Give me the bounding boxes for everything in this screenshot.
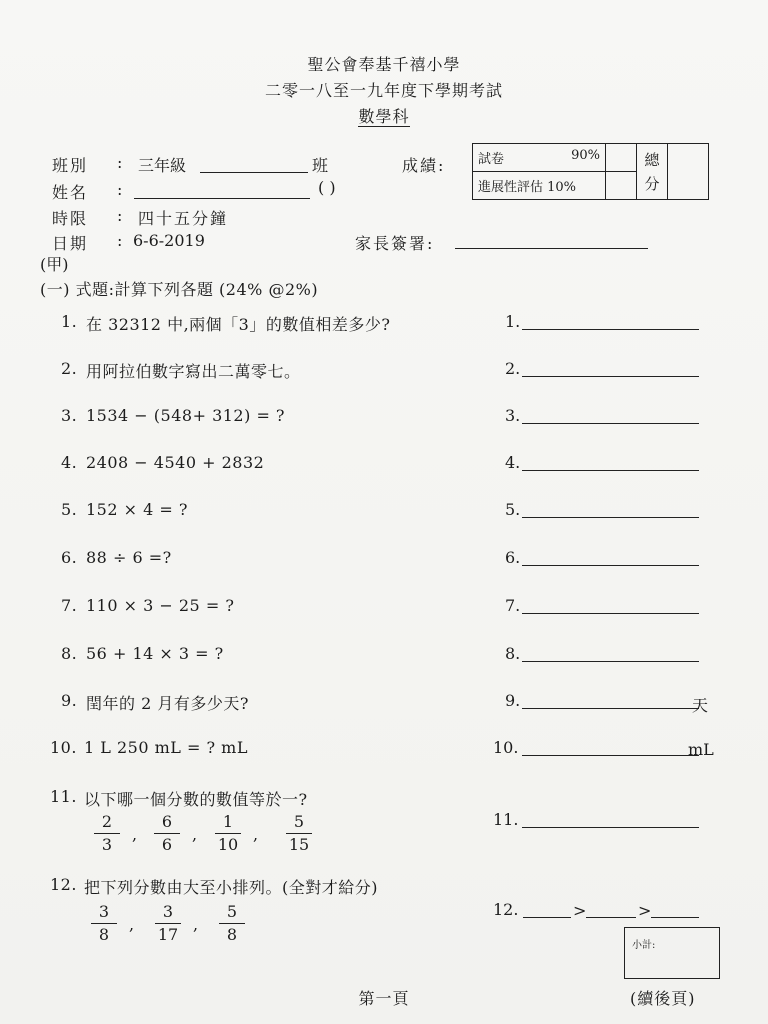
question-text: 2408 − 4540 + 2832: [86, 453, 265, 472]
question-number: 5.: [61, 500, 78, 519]
class-colon: :: [117, 153, 123, 172]
fraction-denominator: 8: [226, 925, 238, 944]
answer-blank[interactable]: [522, 470, 699, 471]
score-table: [472, 143, 709, 200]
question-number: 3.: [61, 406, 78, 425]
fraction-numerator: 6: [161, 812, 173, 831]
question-text: 56 + 14 × 3 = ?: [86, 644, 224, 663]
question-number: 8.: [61, 644, 78, 663]
answer-unit: 天: [692, 696, 709, 715]
name-colon: :: [117, 180, 123, 199]
question-text: 把下列分數由大至小排列。(全對才給分): [84, 878, 378, 897]
answer-number: 1.: [505, 312, 521, 331]
page-number: 第一頁: [358, 989, 410, 1008]
fraction-denominator: 6: [161, 835, 173, 854]
answer-blank[interactable]: [522, 755, 699, 756]
fraction-bar: [154, 833, 180, 834]
parent-sign-blank[interactable]: [455, 248, 648, 249]
answer-number: 12.: [493, 900, 519, 919]
subtotal-box[interactable]: [624, 927, 720, 979]
fraction-bar: [286, 833, 312, 834]
question-text: 1534 − (548+ 312) = ?: [86, 406, 286, 425]
fraction-denominator: 3: [101, 835, 113, 854]
fraction-denominator: 10: [217, 835, 239, 854]
progress-label: 進展性評估 10%: [478, 180, 577, 195]
total-label-cell: [637, 144, 668, 200]
fraction-numerator: 1: [222, 812, 234, 831]
question-number: 10.: [50, 738, 77, 757]
fraction: [213, 812, 243, 855]
fraction-denominator: 8: [98, 925, 110, 944]
question-number: 12.: [50, 875, 77, 894]
fraction-numerator: 3: [98, 902, 110, 921]
school-name: 聖公會奉基千禧小學: [307, 55, 461, 74]
time-label: 時限: [52, 209, 89, 228]
question-number: 2.: [61, 359, 78, 378]
answer-blank[interactable]: [522, 827, 699, 828]
q12-gt-1: >: [573, 901, 587, 920]
subject-title-wrap: [0, 104, 768, 127]
fraction-numerator: 3: [162, 902, 174, 921]
answer-number: 5.: [505, 500, 521, 519]
date-label: 日期: [52, 234, 89, 253]
answer-unit: mL: [688, 740, 714, 759]
question-text: 閏年的 2 月有多少天?: [86, 694, 249, 713]
answer-blank[interactable]: [522, 613, 699, 614]
part-label: (甲): [40, 255, 69, 274]
fraction-numerator: 2: [101, 812, 113, 831]
total-score-cell[interactable]: [668, 144, 709, 200]
fraction-numerator: 5: [226, 902, 238, 921]
fraction-bar: [219, 923, 245, 924]
fraction-bar: [91, 923, 117, 924]
fraction-separator: ,: [193, 915, 199, 934]
fraction-separator: ,: [253, 825, 259, 844]
fraction-bar: [215, 833, 241, 834]
question-text: 用阿拉伯數字寫出二萬零七。: [86, 362, 301, 381]
fraction-separator: ,: [192, 825, 198, 844]
answer-number: 2.: [505, 359, 521, 378]
q12-gt-2: >: [638, 901, 652, 920]
q12-answer-blank-1[interactable]: [523, 917, 571, 918]
q12-answer-blank-2[interactable]: [586, 917, 636, 918]
question-number: 9.: [61, 691, 78, 710]
subject-title: 數學科: [358, 107, 410, 126]
class-suffix: 班: [312, 156, 329, 175]
answer-number: 9.: [505, 691, 521, 710]
fraction-separator: ,: [129, 915, 135, 934]
name-label: 姓名: [52, 183, 89, 202]
question-text: 110 × 3 − 25 = ?: [86, 596, 235, 615]
answer-blank[interactable]: [522, 565, 699, 566]
paper-label: 試卷: [478, 152, 505, 167]
paper-cell: [473, 144, 606, 172]
answer-blank[interactable]: [522, 329, 699, 330]
answer-blank[interactable]: [522, 708, 699, 709]
answer-blank[interactable]: [522, 423, 699, 424]
progress-score-cell[interactable]: [606, 172, 637, 200]
answer-number: 3.: [505, 406, 521, 425]
answer-blank[interactable]: [522, 517, 699, 518]
answer-number: 4.: [505, 453, 521, 472]
answer-number: 7.: [505, 596, 521, 615]
question-text: 88 ÷ 6 =?: [86, 548, 172, 567]
subtotal-label: 小計:: [632, 940, 656, 951]
paper-percent: 90%: [571, 148, 600, 163]
fraction: [89, 902, 119, 945]
question-number: 6.: [61, 548, 78, 567]
time-value: 四十五分鐘: [138, 209, 229, 228]
fraction-separator: ,: [132, 825, 138, 844]
fraction: [153, 902, 183, 945]
total-label: 總分: [644, 150, 660, 193]
exam-title: 二零一八至一九年度下學期考試: [264, 81, 503, 100]
fraction-denominator: 15: [288, 835, 310, 854]
answer-number: 10.: [493, 738, 519, 757]
question-text: 在 32312 中,兩個「3」的數值相差多少?: [86, 315, 391, 334]
answer-number: 8.: [505, 644, 521, 663]
question-number: 11.: [50, 787, 77, 806]
section-heading: (一) 式題:計算下列各題 (24% @2%): [40, 280, 319, 299]
question-text: 以下哪一個分數的數值等於一?: [84, 790, 308, 809]
date-value: 6-6-2019: [133, 231, 205, 250]
fraction: [152, 812, 182, 855]
score-label: 成績:: [402, 156, 446, 175]
answer-number: 11.: [493, 810, 519, 829]
date-colon: :: [117, 231, 123, 250]
question-number: 1.: [61, 312, 78, 331]
fraction-numerator: 5: [293, 812, 305, 831]
answer-number: 6.: [505, 548, 521, 567]
fraction-denominator: 17: [157, 925, 179, 944]
fraction: [284, 812, 314, 855]
fraction: [92, 812, 122, 855]
continue-note: (續後頁): [630, 989, 696, 1008]
class-label: 班別: [52, 156, 89, 175]
fraction-bar: [155, 923, 181, 924]
q12-answer-blank-3[interactable]: [651, 917, 699, 918]
class-blank[interactable]: [200, 172, 308, 173]
progress-cell: [473, 172, 606, 200]
answer-blank[interactable]: [522, 376, 699, 377]
question-text: 1 L 250 mL = ? mL: [84, 738, 248, 757]
fraction: [217, 902, 247, 945]
name-blank[interactable]: [134, 198, 310, 199]
paper-score-cell[interactable]: [606, 144, 637, 172]
question-number: 7.: [61, 596, 78, 615]
fraction-bar: [94, 833, 120, 834]
parent-sign-label: 家長簽署:: [355, 234, 435, 253]
question-text: 152 × 4 = ?: [86, 500, 188, 519]
time-colon: :: [117, 206, 123, 225]
class-value: 三年級: [138, 156, 187, 175]
question-number: 4.: [61, 453, 78, 472]
class-number-paren: ( ): [318, 178, 336, 197]
answer-blank[interactable]: [522, 661, 699, 662]
